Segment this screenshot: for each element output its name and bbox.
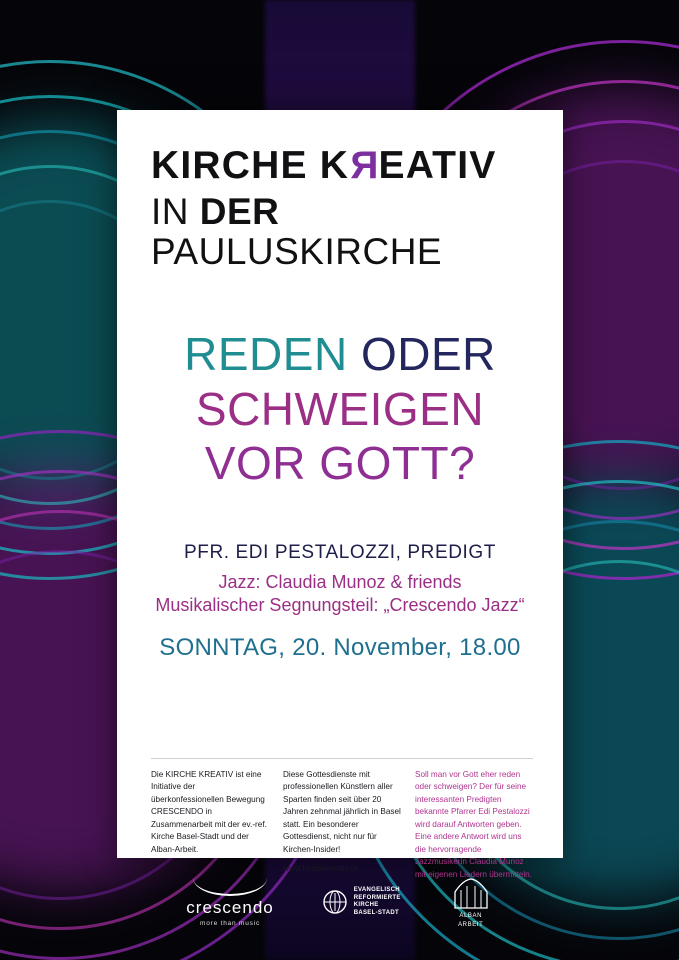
alban-arbeit-label: ARBEIT [458,922,484,928]
question-oder: ODER [347,328,496,381]
headline-part-2: EATIV [378,144,497,187]
website-link[interactable]: www.kirchekreativ.ch [283,864,359,874]
question-line-3: VOR GOTT? [204,436,476,489]
column-thema-text: Soll man vor Gott eher reden oder schweigen? Der für seine interessanten Predigten bekannte Pfarrer Edi Pestalozzi wird darauf Antworten geben. Eine andere Antwort wird uns die hervorragende Jazzmusikerin Claudia Munoz mit eigenen Liedern übermitteln. [415,770,532,879]
detail-preacher: PFR. EDI PESTALOZZI, PREDIGT [183,542,497,564]
alban-arbeit-logo [449,876,493,928]
crescendo-tagline: more than music [199,919,261,927]
crescendo-swoosh-icon [193,878,267,896]
column-gottesdienste-text: Diese Gottesdienste mit professionellen Künstlern aller Sparten finden seit über 20 Jahren zehnmal jährlich in Basel statt. Ein besonderer Gottesdienst, nicht nur für Kirchen-Insider! [283,770,401,854]
erk-lockup [322,887,401,917]
headline-part-1: KIRCHE K [151,144,350,187]
question-block [151,327,529,490]
question-line-1 [151,327,529,381]
crescendo-wordmark: crescendo [186,897,274,917]
flyer-card [117,110,563,879]
logo-row [0,862,679,942]
alban-badge-label: ALBAN [459,913,483,919]
headline-line-2 [151,192,529,233]
headline-der: DER [199,190,280,232]
event-details [151,542,529,662]
erk-line-4: BASEL-STADT [353,909,399,916]
erk-line-2: REFORMIERTE [353,894,401,901]
detail-jazz: Jazz: Claudia Munoz & friends [218,572,462,593]
erk-line-1: EVANGELISCH [353,887,400,893]
crescendo-logo [186,878,273,927]
alban-church-icon [449,876,493,910]
erk-text-block [354,887,401,917]
detail-date: SONNTAG, 20. November, 18.00 [159,634,521,662]
question-line-2: SCHWEIGEN [195,382,485,435]
column-initiative-text: Die KIRCHE KREATIV ist eine Initiative der überkonfessionellen Bewegung CRESCENDO in Zusammenarbeit mit der ev.-ref. Kirche Basel-Stadt und der Alban-Arbeit. [151,770,267,854]
headline-in: IN [151,190,200,232]
headline-flipped-r: R [349,144,379,187]
question-reden: REDEN [184,328,348,381]
poster-headline [151,146,529,187]
erk-line-3: KIRCHE [353,902,379,908]
globe-cross-icon [322,889,348,915]
detail-music: Musikalischer Segnungsteil: „Crescendo Jazz“ [155,595,525,616]
evangelisch-reformierte-kirche-logo [322,887,401,917]
headline-line-3: PAULUSKIRCHE [151,231,443,273]
